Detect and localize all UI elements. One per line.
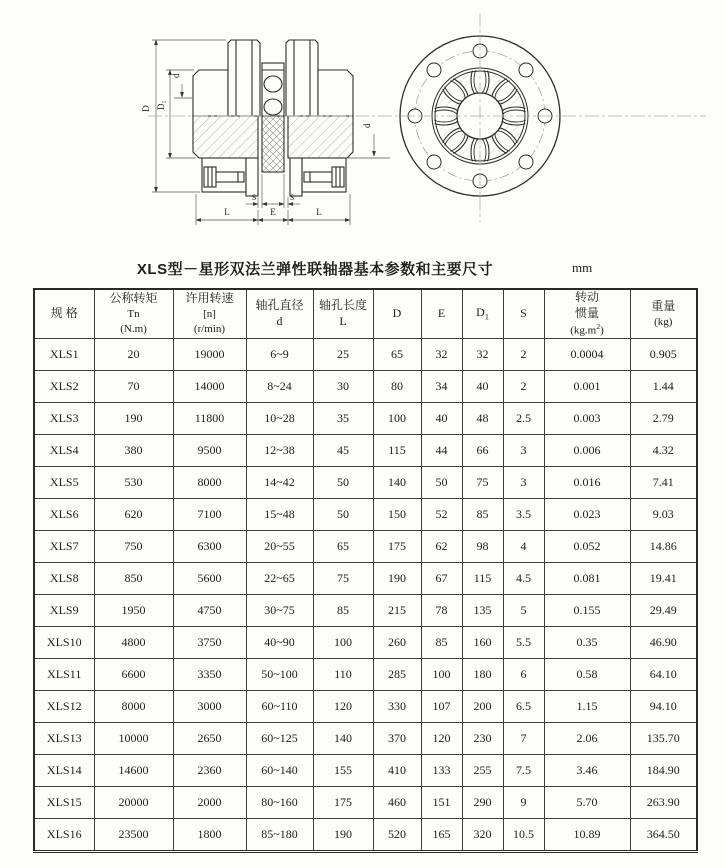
table-cell: 150 [373,499,421,531]
table-cell: 46.90 [630,627,697,659]
table-cell: 3000 [173,691,246,723]
column-header-bore_dia: 轴孔直径 d [246,289,313,339]
table-cell: 520 [373,819,421,852]
table-row [34,659,697,691]
table-cell: 151 [421,787,462,819]
spec-cell: XLS13 [34,723,94,755]
table-cell: 260 [373,627,421,659]
table-cell: 9500 [173,435,246,467]
table-cell: 50 [421,467,462,499]
table-cell: 200 [462,691,503,723]
table-cell: 10.89 [544,819,630,852]
table-cell: 410 [373,755,421,787]
table-cell: 165 [421,819,462,852]
table-cell: 230 [462,723,503,755]
table-cell: 67 [421,563,462,595]
table-cell: 3.46 [544,755,630,787]
table-cell: 110 [313,659,373,691]
table-cell: 11800 [173,403,246,435]
table-cell: 22~65 [246,563,313,595]
spec-cell: XLS6 [34,499,94,531]
table-cell: 34 [421,371,462,403]
table-cell: 85 [313,595,373,627]
table-cell: 750 [94,531,173,563]
column-header-weight: 重量 (kg) [630,289,697,339]
table-cell: 85~180 [246,819,313,852]
coupling-drawing-svg [0,0,725,252]
table-row [34,403,697,435]
spec-cell: XLS8 [34,563,94,595]
table-cell: 30 [313,371,373,403]
table-cell: 255 [462,755,503,787]
table-cell: 5.5 [503,627,544,659]
spec-cell: XLS2 [34,371,94,403]
unit-label: mm [572,260,593,275]
table-cell: 6300 [173,531,246,563]
table-cell: 85 [462,499,503,531]
table-cell: 3 [503,435,544,467]
table-cell: 6.5 [503,691,544,723]
technical-drawing [0,0,725,252]
table-cell: 70 [94,371,173,403]
table-row [34,723,697,755]
table-cell: 60~140 [246,755,313,787]
spec-cell: XLS16 [34,819,94,852]
dim-label-L-left: L [224,207,230,217]
table-cell: 6 [503,659,544,691]
table-cell: 78 [421,595,462,627]
table-cell: 290 [462,787,503,819]
table-cell: 530 [94,467,173,499]
table-cell: 2360 [173,755,246,787]
table-cell: 184.90 [630,755,697,787]
table-cell: 175 [313,787,373,819]
table-cell: 0.001 [544,371,630,403]
table-row [34,467,697,499]
spec-cell: XLS7 [34,531,94,563]
table-cell: 100 [421,659,462,691]
table-cell: 12~38 [246,435,313,467]
table-cell: 100 [313,627,373,659]
table-cell: 100 [373,403,421,435]
spec-cell: XLS14 [34,755,94,787]
table-cell: 20000 [94,787,173,819]
table-cell: 6600 [94,659,173,691]
dim-label-D: D [142,105,152,112]
table-cell: 8~24 [246,371,313,403]
table-cell: 80 [373,371,421,403]
table-cell: 4 [503,531,544,563]
column-header-D: D [373,289,421,339]
table-cell: 52 [421,499,462,531]
table-cell: 380 [94,435,173,467]
table-cell: 9.03 [630,499,697,531]
table-cell: 370 [373,723,421,755]
table-row [34,787,697,819]
table-cell: 35 [313,403,373,435]
spec-cell: XLS15 [34,787,94,819]
table-cell: 66 [462,435,503,467]
table-cell: 14000 [173,371,246,403]
table-cell: 2.06 [544,723,630,755]
table-cell: 1800 [173,819,246,852]
table-cell: 107 [421,691,462,723]
table-cell: 64.10 [630,659,697,691]
table-cell: 50 [313,499,373,531]
table-cell: 3 [503,467,544,499]
dim-label-d-right: d [362,123,372,128]
table-row [34,435,697,467]
table-cell: 4.32 [630,435,697,467]
column-header-torque: 公称转矩 Tn (N.m) [94,289,173,339]
title-row [0,258,725,288]
table-cell: 3350 [173,659,246,691]
spec-cell: XLS9 [34,595,94,627]
table-cell: 25 [313,339,373,371]
table-cell: 160 [462,627,503,659]
table-cell: 44 [421,435,462,467]
column-header-inertia: 转动 惯量 $(kg.m^2)$ [544,289,630,339]
table-cell: 19000 [173,339,246,371]
table-cell: 4800 [94,627,173,659]
table-cell: 5.70 [544,787,630,819]
table-cell: 0.016 [544,467,630,499]
table-cell: 29.49 [630,595,697,627]
table-cell: 2650 [173,723,246,755]
table-cell: 14.86 [630,531,697,563]
table-cell: 60~110 [246,691,313,723]
table-cell: 45 [313,435,373,467]
table-cell: 65 [313,531,373,563]
table-cell: 40 [421,403,462,435]
dim-label-S-right: S [289,193,295,202]
table-cell: 10~28 [246,403,313,435]
table-cell: 3.5 [503,499,544,531]
table-cell: 40~90 [246,627,313,659]
table-cell: 40 [462,371,503,403]
table-cell: 8000 [94,691,173,723]
spec-table [33,288,698,853]
table-cell: 330 [373,691,421,723]
table-cell: 2 [503,339,544,371]
table-cell: 2000 [173,787,246,819]
table-cell: 190 [373,563,421,595]
table-cell: 75 [462,467,503,499]
table-cell: 285 [373,659,421,691]
table-cell: 2.5 [503,403,544,435]
column-header-D1: $D_1$ [462,289,503,339]
table-cell: 15~48 [246,499,313,531]
table-cell: 0.023 [544,499,630,531]
table-cell: 1.15 [544,691,630,723]
table-header-row [34,289,697,339]
column-header-E: E [421,289,462,339]
table-cell: 135.70 [630,723,697,755]
table-cell: 120 [421,723,462,755]
table-cell: 8000 [173,467,246,499]
dim-label-d-left: d [171,73,181,78]
table-cell: 215 [373,595,421,627]
table-row [34,563,697,595]
table-cell: 98 [462,531,503,563]
table-cell: 155 [313,755,373,787]
table-cell: 7.5 [503,755,544,787]
table-cell: 140 [313,723,373,755]
table-cell: 20 [94,339,173,371]
table-cell: 50 [313,467,373,499]
page-title: XLS型－星形双法兰弹性联轴器基本参数和主要尺寸 [136,261,494,278]
table-cell: 140 [373,467,421,499]
table-cell: 85 [421,627,462,659]
spec-cell: XLS3 [34,403,94,435]
table-cell: 3750 [173,627,246,659]
table-row [34,595,697,627]
table-row [34,339,697,371]
table-cell: 14600 [94,755,173,787]
table-cell: 2 [503,371,544,403]
column-header-bore_len: 轴孔长度 L [313,289,373,339]
spec-cell: XLS11 [34,659,94,691]
table-cell: 20~55 [246,531,313,563]
table-cell: 7 [503,723,544,755]
table-cell: 1.44 [630,371,697,403]
table-cell: 19.41 [630,563,697,595]
table-cell: 5600 [173,563,246,595]
table-cell: 0.58 [544,659,630,691]
table-cell: 133 [421,755,462,787]
table-cell: 23500 [94,819,173,852]
table-cell: 60~125 [246,723,313,755]
table-cell: 0.35 [544,627,630,659]
table-cell: 80~160 [246,787,313,819]
table-row [34,691,697,723]
table-cell: 6~9 [246,339,313,371]
table-cell: 0.155 [544,595,630,627]
table-cell: 32 [421,339,462,371]
table-cell: 10.5 [503,819,544,852]
table-cell: 7.41 [630,467,697,499]
dim-label-E: E [270,207,276,217]
spec-cell: XLS4 [34,435,94,467]
table-cell: 5 [503,595,544,627]
table-body [34,339,697,852]
table-cell: 0.905 [630,339,697,371]
spec-cell: XLS10 [34,627,94,659]
table-row [34,819,697,852]
column-header-speed: 许用转速 [n] (r/min) [173,289,246,339]
table-cell: 850 [94,563,173,595]
spec-cell: XLS12 [34,691,94,723]
table-cell: 7100 [173,499,246,531]
table-cell: 263.90 [630,787,697,819]
table-cell: 190 [313,819,373,852]
table-row [34,499,697,531]
table-cell: 620 [94,499,173,531]
table-row [34,371,697,403]
dim-label-S-left: S [251,193,257,202]
table-cell: 0.003 [544,403,630,435]
table-cell: 0.052 [544,531,630,563]
table-row [34,627,697,659]
dim-label-D1: D₁ [156,100,166,110]
table-row [34,755,697,787]
column-header-spec: 规 格 [34,289,94,339]
table-cell: 0.081 [544,563,630,595]
table-cell: 10000 [94,723,173,755]
table-cell: 4.5 [503,563,544,595]
table-cell: 32 [462,339,503,371]
column-header-S: S [503,289,544,339]
table-cell: 190 [94,403,173,435]
table-cell: 120 [313,691,373,723]
table-cell: 14~42 [246,467,313,499]
table-cell: 0.0004 [544,339,630,371]
table-cell: 135 [462,595,503,627]
table-cell: 50~100 [246,659,313,691]
table-cell: 460 [373,787,421,819]
table-cell: 115 [462,563,503,595]
table-cell: 1950 [94,595,173,627]
table-cell: 48 [462,403,503,435]
side-section-view [142,40,390,225]
dim-label-L-right: L [316,207,322,217]
table-cell: 320 [462,819,503,852]
table-cell: 364.50 [630,819,697,852]
table-row [34,531,697,563]
table-cell: 175 [373,531,421,563]
table-cell: 0.006 [544,435,630,467]
spec-cell: XLS5 [34,467,94,499]
table-cell: 9 [503,787,544,819]
table-cell: 180 [462,659,503,691]
table-cell: 4750 [173,595,246,627]
spec-cell: XLS1 [34,339,94,371]
table-cell: 75 [313,563,373,595]
table-cell: 115 [373,435,421,467]
table-cell: 65 [373,339,421,371]
table-cell: 30~75 [246,595,313,627]
table-cell: 2.79 [630,403,697,435]
table-cell: 94.10 [630,691,697,723]
table-cell: 62 [421,531,462,563]
